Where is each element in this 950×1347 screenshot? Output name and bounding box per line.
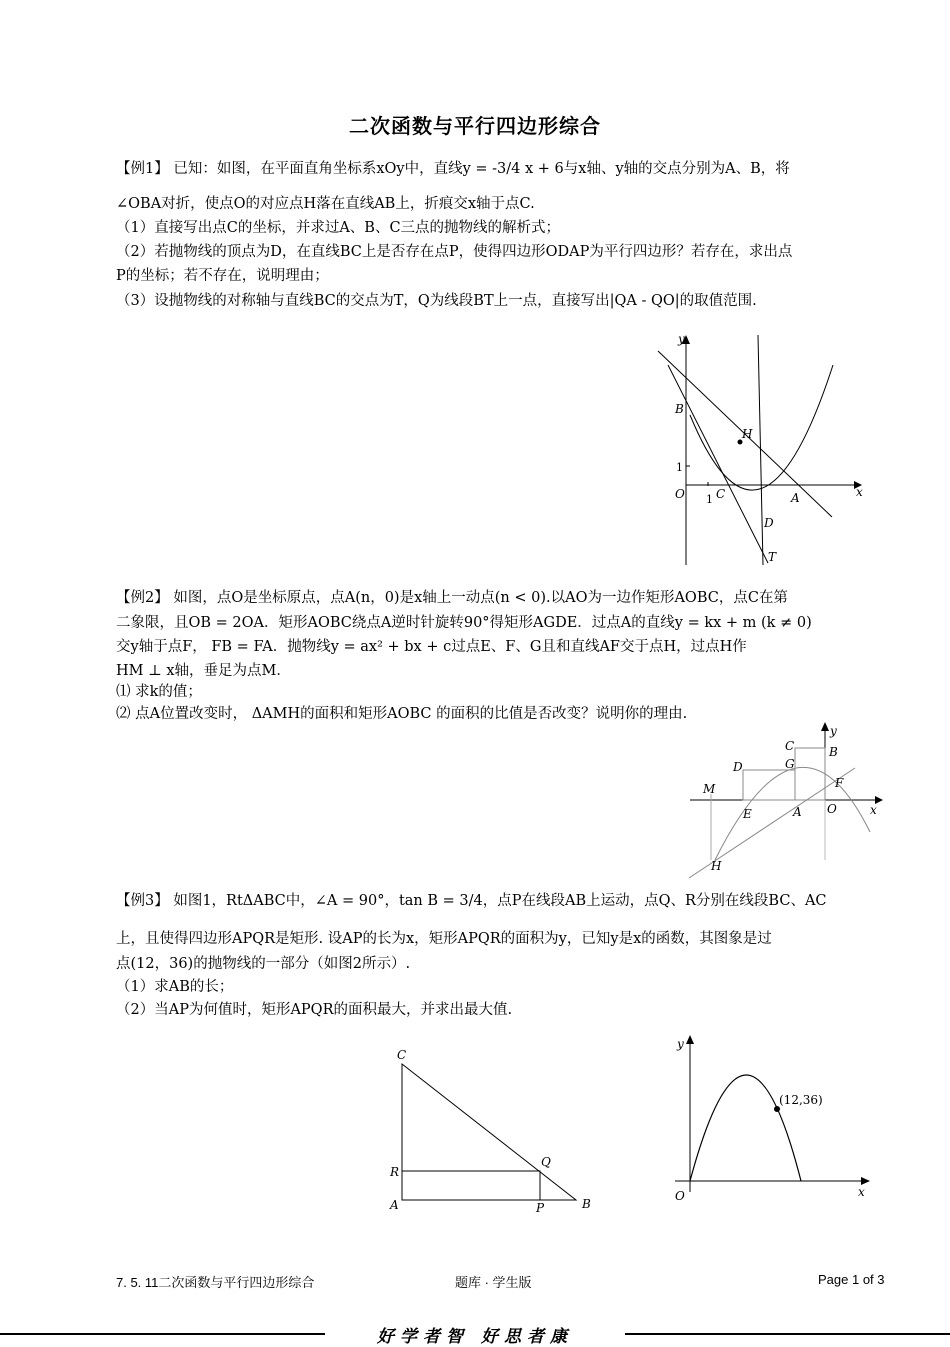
ex1-label-y: y <box>678 332 685 346</box>
ex1-line-bc <box>668 365 768 563</box>
ex2-figure <box>685 720 885 880</box>
ex2-label-e: E <box>743 807 752 821</box>
ex2-rect-aobc <box>795 748 825 800</box>
ex1-line-2: ∠OBA对折，使点O的对应点H落在直线AB上，折痕交x轴于点C. <box>116 196 535 212</box>
ex1-line-1: 【例1】 已知：如图，在平面直角坐标系xOy中，直线y = -3/4 x + 6与x轴、y轴的交点分别为A、B，将 <box>116 161 790 177</box>
ex2-label-h: H <box>711 859 722 873</box>
ex3-line-5: （2）当AP为何值时，矩形APQR的面积最大，并求出最大值. <box>116 1002 513 1018</box>
footer-page-number: Page 1 of 3 <box>818 1272 885 1287</box>
ex2-label-y: y <box>830 724 837 738</box>
ex3-parabola <box>690 1075 801 1181</box>
ex3-figure-1 <box>380 1040 600 1220</box>
ex2-label-a: A <box>793 805 802 819</box>
ex1-label-o: O <box>675 487 685 501</box>
ex3-y-arrow <box>686 1035 694 1044</box>
bottom-slogan-bar <box>0 1322 950 1347</box>
ex1-label-t: T <box>768 550 777 564</box>
ex2-rect-agde <box>743 770 795 800</box>
ex1-label-b: B <box>675 402 684 416</box>
ex2-label-m: M <box>703 782 716 796</box>
ex2-label-f: F <box>835 776 844 790</box>
ex1-label-a: A <box>791 491 800 505</box>
ex2-label-c: C <box>785 739 795 753</box>
ex3-label-point: (12,36) <box>779 1093 823 1107</box>
ex1-parabola <box>690 365 833 490</box>
ex1-label-d: D <box>764 516 774 530</box>
ex3-label-a: A <box>390 1198 399 1212</box>
ex1-label-one-x: 1 <box>706 493 713 506</box>
bottom-rule-left <box>0 1333 325 1335</box>
ex2-line-6: ⑵ 点A位置改变时， ΔAMH的面积和矩形AOBC 的面积的比值是否改变？说明你的理由. <box>116 706 688 722</box>
ex2-line-5: ⑴ 求k的值； <box>116 684 202 700</box>
footer-left: 7. 5. 11二次函数与平行四边形综合 <box>116 1275 315 1290</box>
ex3-line-2: 上，且使得四边形APQR是矩形. 设AP的长为x，矩形APQR的面积为y，已知y是x的函数，其图象是过 <box>116 931 772 947</box>
ex3-label-q: Q <box>541 1155 551 1169</box>
ex3-rect-apqr <box>402 1171 540 1200</box>
ex3-label-b: B <box>582 1197 591 1211</box>
ex1-label-h: H <box>742 427 753 441</box>
ex1-line-5: P的坐标；若不存在，说明理由； <box>116 268 329 284</box>
ex2-label-x: x <box>870 803 877 817</box>
footer-center: 题库 · 学生版 <box>455 1275 532 1290</box>
ex3-label-x: x <box>858 1185 865 1199</box>
ex3-line-1: 【例3】 如图1，RtΔABC中，∠A = 90°，tan B = 3/4，点P在线段AB上运动，点Q、R分别在线段BC、AC <box>116 893 827 909</box>
ex1-line-4: （2）若抛物线的顶点为D，在直线BC上是否存在点P，使得四边形ODAP为平行四边形？若存在，求出点 <box>116 244 793 260</box>
ex3-figure-2 <box>665 1030 875 1210</box>
ex1-label-one-y: 1 <box>676 461 683 474</box>
ex2-line-1: 【例2】 如图，点O是坐标原点，点A(n，0)是x轴上一动点(n < 0).以AO为一边作矩形AOBC，点C在第 <box>116 590 788 606</box>
page-title: 二次函数与平行四边形综合 <box>349 114 601 138</box>
ex1-label-x: x <box>856 485 863 499</box>
ex2-label-g: G <box>785 757 795 771</box>
ex3-triangle-abc <box>402 1064 576 1200</box>
ex1-figure <box>650 325 875 570</box>
ex2-line-4: HM ⊥ x轴，垂足为点M． <box>116 663 291 679</box>
ex3-line-4: （1）求AB的长； <box>116 979 234 995</box>
bottom-rule-right <box>625 1333 950 1335</box>
ex1-label-c: C <box>716 487 726 501</box>
ex2-label-b: B <box>829 745 838 759</box>
ex3-label-r: R <box>390 1165 400 1179</box>
ex3-x-arrow <box>861 1177 870 1185</box>
ex2-label-o: O <box>827 802 837 816</box>
ex3-label-c: C <box>397 1048 407 1062</box>
bottom-slogan: 好学者智 好思者康 <box>377 1327 573 1347</box>
ex2-line-2: 二象限，且OB = 2OA．矩形AOBC绕点A逆时针旋转90°得矩形AGDE．过点A的直线y = kx + m (k ≠ 0) <box>116 615 812 631</box>
ex1-line-6: （3）设抛物线的对称轴与直线BC的交点为T，Q为线段BT上一点，直接写出|QA - QO|的取值范围. <box>116 293 757 309</box>
ex2-line-3: 交y轴于点F， FB = FA．抛物线y = ax² + bx + c过点E、F、G且和直线AF交于点H，过点H作 <box>116 639 747 655</box>
ex3-label-p: P <box>536 1201 545 1215</box>
ex3-label-o: O <box>675 1189 685 1203</box>
ex1-line-3: （1）直接写出点C的坐标，并求过A、B、C三点的抛物线的解析式； <box>116 220 561 236</box>
ex2-y-arrow <box>821 722 829 731</box>
ex3-line-3: 点(12，36)的抛物线的一部分（如图2所示）. <box>116 956 411 972</box>
ex3-label-y: y <box>677 1037 684 1051</box>
ex2-label-d: D <box>733 760 743 774</box>
